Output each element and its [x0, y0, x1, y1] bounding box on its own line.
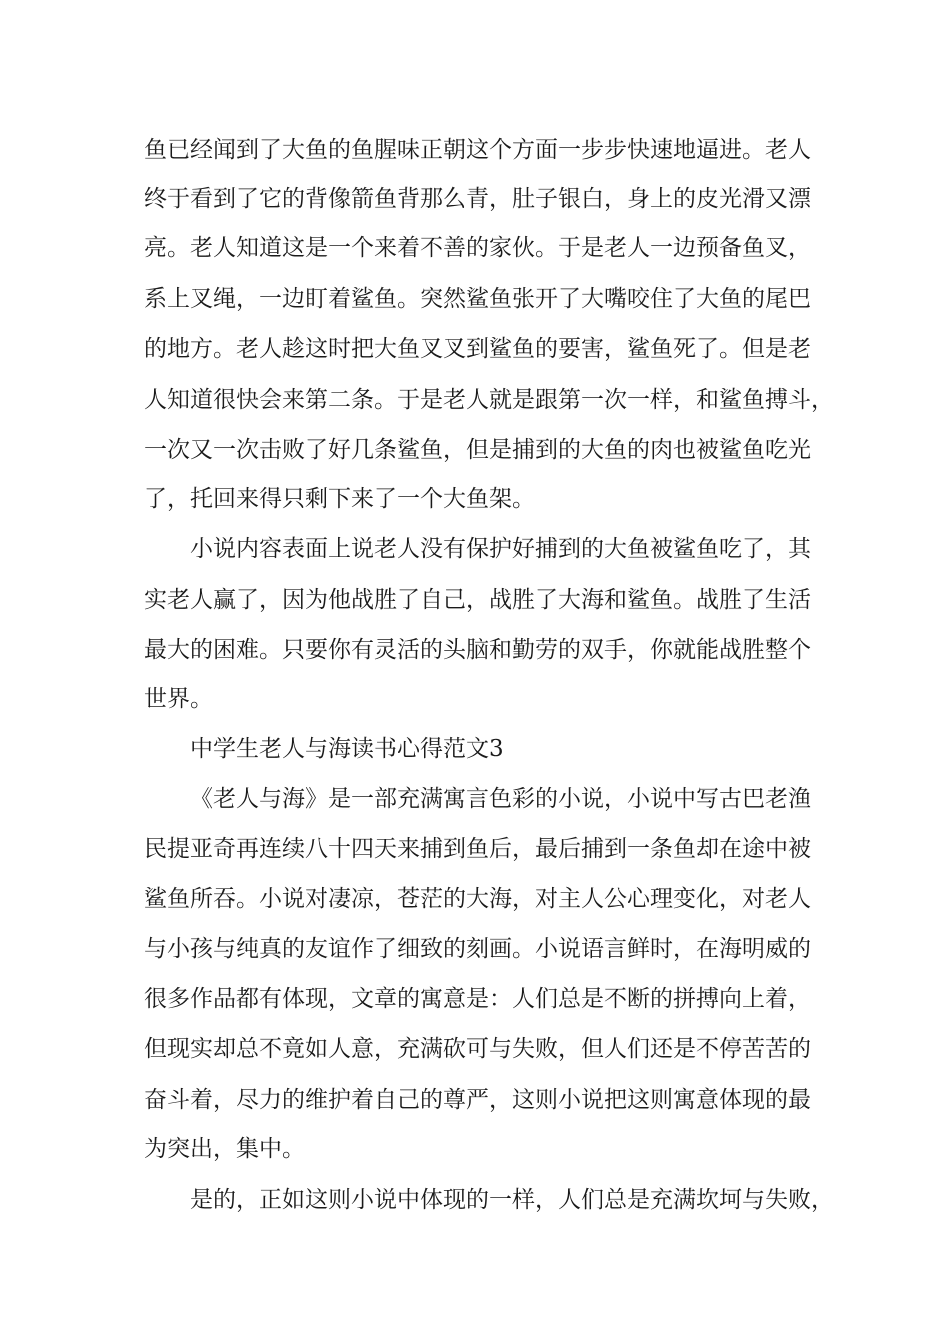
text-line: 但现实却总不竟如人意，充满砍可与失败，但人们还是不停苦苦的 — [144, 1036, 811, 1062]
text-line: 亮。老人知道这是一个来着不善的家伙。于是老人一边预备鱼叉， — [144, 235, 811, 261]
text-line: 鱼已经闻到了大鱼的鱼腥味正朝这个方面一步步快速地逼进。老人 — [144, 137, 811, 163]
text-line: 的地方。老人趁这时把大鱼叉叉到鲨鱼的要害，鲨鱼死了。但是老 — [144, 336, 811, 362]
text-line: 民提亚奇再连续八十四天来捕到鱼后，最后捕到一条鱼却在途中被 — [144, 836, 811, 862]
text-line: 系上叉绳，一边盯着鲨鱼。突然鲨鱼张开了大嘴咬住了大鱼的尾巴 — [144, 286, 811, 312]
text-line: 终于看到了它的背像箭鱼背那么青，肚子银白，身上的皮光滑又漂 — [144, 186, 811, 212]
text-line: 奋斗着，尽力的维护着自己的尊严，这则小说把这则寓意体现的最 — [144, 1087, 811, 1113]
paragraph-start-line: 小说内容表面上说老人没有保护好捕到的大鱼被鲨鱼吃了，其 — [190, 536, 811, 562]
text-line: 世界。 — [144, 686, 213, 712]
text-line: 鲨鱼所吞。小说对凄凉，苍茫的大海，对主人公心理变化，对老人 — [144, 886, 811, 912]
text-line: 最大的困难。只要你有灵活的头脑和勤劳的双手，你就能战胜整个 — [144, 637, 811, 663]
text-line: 实老人赢了，因为他战胜了自己，战胜了大海和鲨鱼。战胜了生活 — [144, 587, 811, 613]
paragraph-start-line: 是的，正如这则小说中体现的一样，人们总是充满坎坷与失败， — [190, 1187, 834, 1213]
text-line: 为突出，集中。 — [144, 1136, 305, 1162]
text-line: 很多作品都有体现，文章的寓意是：人们总是不断的拼搏向上着， — [144, 986, 811, 1012]
paragraph-start-line: 《老人与海》是一部充满寓言色彩的小说，小说中写古巴老渔 — [190, 786, 811, 812]
text-line: 一次又一次击败了好几条鲨鱼，但是捕到的大鱼的肉也被鲨鱼吃光 — [144, 437, 811, 463]
text-line: 人知道很快会来第二条。于是老人就是跟第一次一样，和鲨鱼搏斗， — [144, 387, 834, 413]
section-heading: 中学生老人与海读书心得范文3 — [190, 736, 504, 762]
text-line: 了，托回来得只剩下来了一个大鱼架。 — [144, 486, 535, 512]
text-line: 与小孩与纯真的友谊作了细致的刻画。小说语言鲜时，在海明威的 — [144, 936, 811, 962]
